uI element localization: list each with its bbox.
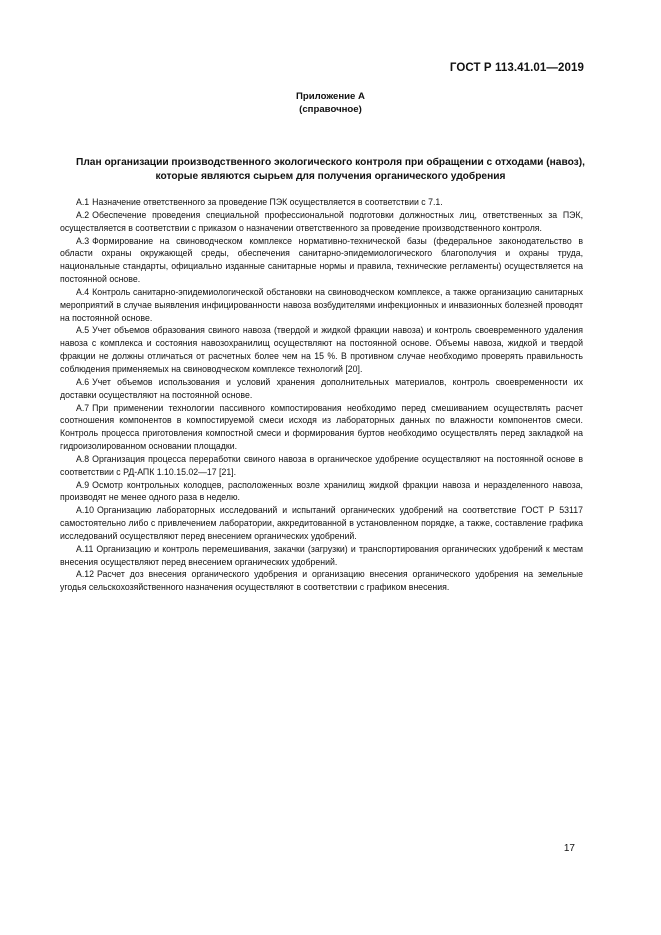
clause-number: А.1 (76, 197, 90, 207)
clause-text: Организацию и контроль перемешивания, закачки (загрузки) и транспортирования органических удобрений к местам внесения осуществляют перед внесением органических удобрений. (60, 543, 583, 567)
clause-a2 (60, 209, 583, 235)
document-code: ГОСТ Р 113.41.01—2019 (449, 62, 584, 74)
clause-number: А.2 (76, 209, 90, 220)
clause-text: При применении технологии пассивного компостирования необходимо перед смешиванием осуществлять расчет соотношения компонентов в компостируемой смеси исходя из лабораторных данных по влажности компонентов смеси. Контроль процесса приготовления компостной смеси и формирования буртов необходимо осуществлять перед закладкой на гидроизолированном основании площадки. (60, 402, 583, 452)
clause-a12 (60, 568, 583, 594)
annex-title: Приложение А (296, 91, 365, 102)
clause-text: Осмотр контрольных колодцев, расположенных возле хранилищ жидкой фракции навоза и неразделенного навоза, производят не менее одного раза в неделю. (60, 479, 583, 503)
annex-heading: План организации производственного экологического контроля при обращении с отходами (навоз), которые являются сырьем для получения органического удобрения (76, 157, 585, 182)
clause-number: А.3 (76, 235, 90, 246)
clause-a4 (60, 286, 583, 325)
clause-number: А.8 (76, 453, 90, 464)
clauses-list (60, 196, 583, 594)
clause-text: Расчет доз внесения органического удобрения и организацию внесения органического удобрения на земельные угодья сельскохозяйственного назначения осуществляют в соответствии с графиком внесения. (60, 569, 583, 593)
clause-number: А.4 (76, 286, 90, 297)
clause-a9 (60, 479, 583, 505)
clause-a1 (60, 196, 583, 209)
clause-a7 (60, 402, 583, 453)
clause-number: А.12 (76, 569, 94, 580)
clause-a3 (60, 235, 583, 286)
clause-number: А.11 (76, 543, 94, 554)
clause-number: А.5 (76, 325, 90, 336)
clause-text: Организацию лабораторных исследований и испытаний органических удобрений на соответствие ГОСТ Р 53117 самостоятельно либо с привлечением лаборатории, аккредитованной в установленном порядке, а также, составление графика исследований осуществляют перед внесением органических удобрений. (60, 505, 583, 541)
clause-text: Учет объемов образования свиного навоза (твердой и жидкой фракции навоза) и контроль своевременного удаления навоза с комплекса и состояния навозохранилищ осуществляют на постоянной основе. Объемы навоза, жидкой и твердой фракции не должны отличаться от расчетных более чем на 15 %. В противном случае необходимо проверять правильность соблюдения применяемых на свиноводческом комплексе технологий [20]. (60, 325, 583, 374)
clause-text: Организация процесса переработки свиного навоза в органическое удобрение осуществляют на постоянной основе в соответствии с РД-АПК 1.10.15.02—17 [21]. (60, 453, 583, 477)
clause-text: Контроль санитарно-эпидемиологической обстановки на свиноводческом комплексе, а также организацию санитарных мероприятий в случае выявления инфицированности навоза возбудителями инфекционных и инвазионных болезней проводят на постоянной основе. (60, 286, 583, 323)
clause-a5 (60, 324, 583, 375)
clause-text: Назначение ответственного за проведение ПЭК осуществляется в соответствии с 7.1. (92, 197, 443, 207)
clause-text: Обеспечение проведения специальной профессиональной подготовки должностных лиц, ответственных за ПЭК, осуществляется в соответствии с приказом о назначении ответственного за проведение производственного контроля. (60, 209, 583, 233)
clause-number: А.10 (76, 505, 94, 516)
clause-number: А.9 (76, 479, 90, 490)
clause-number: А.7 (76, 402, 90, 413)
clause-text: Учет объемов использования и условий хранения дополнительных материалов, контроль своевременности их доставки осуществляют на постоянной основе. (60, 376, 583, 400)
page-number: 17 (563, 843, 575, 854)
clause-number: А.6 (76, 376, 90, 387)
clause-text: Формирование на свиноводческом комплексе нормативно-технической базы (федеральное законодательство в области охраны окружающей среды, обеспечения санитарно-эпидемиологического благополучия и охраны труда, национальные стандарты, официально изданные санитарные нормы и правила, технические регламенты) осуществляется на постоянной основе. (60, 235, 583, 285)
clause-a6 (60, 376, 583, 402)
clause-a11 (60, 543, 583, 569)
clause-a8 (60, 453, 583, 479)
clause-a10 (60, 504, 583, 543)
annex-type: (справочное) (299, 104, 362, 115)
annex-block (0, 90, 661, 116)
